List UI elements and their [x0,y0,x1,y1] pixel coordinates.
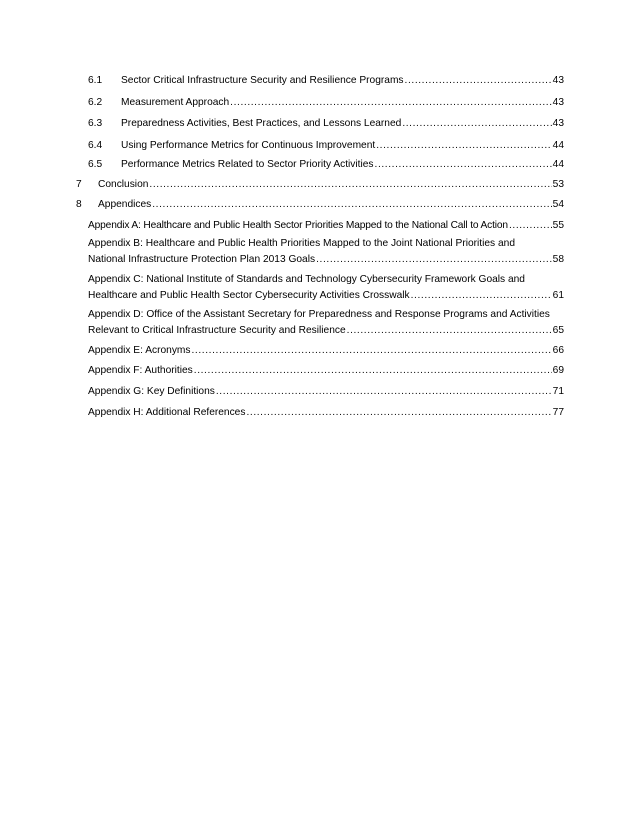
toc-dot-leader [347,324,552,338]
toc-dot-leader [194,364,552,378]
toc-dot-leader [405,74,552,88]
toc-entry-title: Appendix E: Acronyms [88,345,191,356]
toc-entry-title: Appendices [98,199,152,210]
toc-entry-title: Sector Critical Infrastructure Security and Resilience Programs [121,75,404,86]
toc-entry-number: 6.2 [88,97,103,108]
toc-entry-page: 55 [552,220,564,231]
toc-entry-number: 6.1 [88,75,103,86]
toc-entry-page: 44 [552,140,564,151]
toc-entry-number: 7 [76,179,82,190]
toc-entry-page: 61 [552,290,564,301]
toc-dot-leader [402,117,551,131]
toc-dot-leader [246,406,551,420]
toc-entry-title-line-1: Appendix D: Office of the Assistant Secretary for Preparedness and Response Programs and Activities [88,309,550,320]
toc-dot-leader [149,178,551,192]
toc-entry-title: Measurement Approach [121,97,230,108]
toc-entry-page: 43 [552,118,564,129]
toc-entry-title-line-2: Relevant to Critical Infrastructure Security and Resilience [88,325,346,336]
toc-dot-leader [316,253,552,267]
toc-entry-page: 53 [552,179,564,190]
toc-dot-leader [230,96,551,110]
toc-entry-page: 71 [552,386,564,397]
toc-dot-leader [216,385,552,399]
toc-entry-page: 69 [552,365,564,376]
toc-entry-number: 8 [76,199,82,210]
toc-entry-title-line-1: Appendix B: Healthcare and Public Health Priorities Mapped to the Joint National Priorities and [88,238,515,249]
toc-entry-title-line-2: Healthcare and Public Health Sector Cybersecurity Activities Crosswalk [88,290,410,301]
toc-dot-leader [376,139,551,153]
toc-dot-leader [509,219,552,233]
toc-dot-leader [192,344,552,358]
toc-entry-title: Conclusion [98,179,149,190]
toc-entry-title-line-2: National Infrastructure Protection Plan 2013 Goals [88,254,316,265]
toc-entry-number: 6.5 [88,159,103,170]
toc-entry-title: Appendix H: Additional References [88,407,246,418]
toc-dot-leader [411,289,552,303]
toc-entry-page: 58 [552,254,564,265]
toc-entry-page: 77 [552,407,564,418]
toc-entry-title-line-1: Appendix C: National Institute of Standards and Technology Cybersecurity Framework Goals and [88,274,525,285]
toc-entry-title: Appendix F: Authorities [88,365,193,376]
toc-entry-number: 6.3 [88,118,103,129]
toc-entry-title: Appendix A: Healthcare and Public Health Sector Priorities Mapped to the National Call to Action [88,220,508,231]
toc-entry-title: Preparedness Activities, Best Practices, and Lessons Learned [121,118,402,129]
toc-entry-page: 44 [552,159,564,170]
toc-entry-page: 66 [552,345,564,356]
toc-dot-leader [375,158,552,172]
toc-entry-title: Using Performance Metrics for Continuous Improvement [121,140,376,151]
toc-entry-page: 65 [552,325,564,336]
toc-entry-page: 43 [552,75,564,86]
toc-entry-page: 43 [552,97,564,108]
toc-dot-leader [152,198,551,212]
toc-entry-number: 6.4 [88,140,103,151]
toc-entry-page: 54 [552,199,564,210]
toc-entry-title: Performance Metrics Related to Sector Priority Activities [121,159,374,170]
toc-entry-title: Appendix G: Key Definitions [88,386,215,397]
